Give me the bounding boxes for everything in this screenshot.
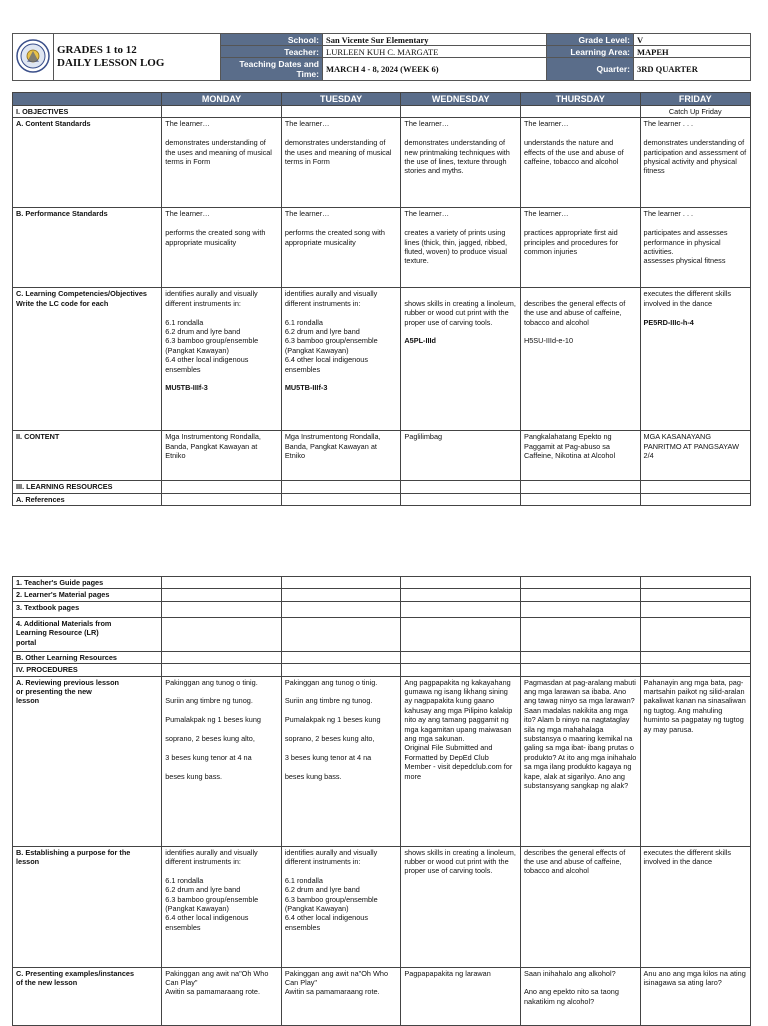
learning-resources-row <box>13 481 751 493</box>
day-thursday: THURSDAY <box>520 93 640 106</box>
presenting-cell: Anu ano ang mga kilos na ating isinagawa sa ating laro? <box>640 967 750 1025</box>
competencies-cell <box>640 288 750 431</box>
competencies-cell <box>162 288 282 431</box>
teachers-guide-row <box>13 577 751 589</box>
objectives-cell <box>162 106 282 118</box>
textbook-row <box>13 601 751 617</box>
establishing-cell: shows skills in creating a linoleum, rubber or wood cut print with the proper use of carving tools. <box>401 846 521 967</box>
school-value: San Vicente Sur Elementary <box>323 34 547 46</box>
lc-code: MU5TB-IIIf-3 <box>165 383 208 393</box>
competencies-cell <box>281 288 401 431</box>
content-standards-cell: The learner… demonstrates understanding of new printmaking techniques with the use of lines, texture through stories and myths. <box>401 118 521 208</box>
objectives-label: I. OBJECTIVES <box>13 106 162 118</box>
competency-text: executes the different skills involved in the dance <box>643 289 732 308</box>
reviewing-cell: Pagmasdan at pag-aralang mabuti ang mga larawan sa ibaba. Ano ang tawag ninyo sa mga larawan? Saan madalas nakikita ang mga ito? Alam b ninyo na nagtataglay sila ng mga mahahalaga substansya o maaring kemikal na galing sa mga ibat- ibang prutas o produkto? At ito ang mga inihahalo sa mga ilang produkto kagaya ng kape, alak at sigarilyo. Ano ang substansyang sangkap ng alak? <box>520 676 640 846</box>
deped-seal <box>13 34 54 81</box>
reviewing-cell: Pakinggan ang tunog o tinig. Suriin ang timbre ng tunog. Pumalakpak ng 1 beses kung soprano, 2 beses kung alto, 3 beses kung tenor at 4 na beses kung bass. <box>281 676 401 846</box>
textbook-label: 3. Textbook pages <box>13 601 162 617</box>
presenting-cell: Pakinggan ang awit na"Oh Who Can Play" Awitin sa pamamaraang rote. <box>281 967 401 1025</box>
presenting-row <box>13 967 751 1025</box>
content-cell: Paglilimbag <box>401 431 521 481</box>
catch-up-friday: Catch Up Friday <box>640 106 750 118</box>
content-standards-cell: The learner . . . demonstrates understanding of participation and assessment of physical activity and physical fitness <box>640 118 750 208</box>
objectives-cell <box>281 106 401 118</box>
quarter-label: Quarter: <box>547 58 634 81</box>
reviewing-cell: Pahanayin ang mga bata, pag-martsahin paikot ng silid-aralan pakaliwat kanan na sinasaliwan ng tugtog. Ang mahuling huminto sa pagpatay ng tugtog ay may parusa. <box>640 676 750 846</box>
other-resources-label: B. Other Learning Resources <box>13 651 162 663</box>
learning-area-value: MAPEH <box>634 46 751 58</box>
references-row <box>13 493 751 505</box>
lc-code: PE5RD-IIIc-h-4 <box>643 317 694 327</box>
establishing-label: B. Establishing a purpose for the lesson <box>13 846 162 967</box>
competency-text: identifies aurally and visually different instruments in: 6.1 rondalla 6.2 drum and lyre band 6.3 bamboo group/ensemble (Pangkat Kawayan) 6.4 other local indigenous ensembles <box>165 289 259 374</box>
content-label: II. CONTENT <box>13 431 162 481</box>
content-cell: Mga Instrumentong Rondalla, Banda, Pangkat Kawayan at Etniko <box>162 431 282 481</box>
performance-standards-cell: The learner… performs the created song with appropriate musicality <box>162 208 282 288</box>
establishing-row <box>13 846 751 967</box>
day-friday: FRIDAY <box>640 93 750 106</box>
competencies-row <box>13 288 751 431</box>
additional-materials-label: 4. Additional Materials from Learning Resource (LR) portal <box>13 617 162 651</box>
additional-materials-row <box>13 617 751 651</box>
performance-standards-row <box>13 208 751 288</box>
lesson-log-table-page-1 <box>12 92 751 506</box>
lc-code: H5SU-IIId-e-10 <box>523 336 574 346</box>
procedures-row <box>13 664 751 676</box>
presenting-cell: Pagpapapakita ng larawan <box>401 967 521 1025</box>
quarter-value: 3RD QUARTER <box>634 58 751 81</box>
day-monday: MONDAY <box>162 93 282 106</box>
competency-text: shows skills in creating a linoleum, rubber or wood cut print with the proper use of carving tools. <box>404 298 516 327</box>
reviewing-cell: Ang pagpapakita ng kakayahang gumawa ng isang likhang sining ay nagpapakita kung gaano kahusay ang mga Pilipino kalakip nito ay ang tamang paggamit ng mga kagamitan upang maiwasan ang mga sakunan. Original File Submitted and Formatted by DepEd Club Member - visit depedclub.com for more <box>401 676 521 846</box>
competencies-cell <box>401 288 521 431</box>
teachers-guide-label: 1. Teacher's Guide pages <box>13 577 162 589</box>
content-row <box>13 431 751 481</box>
presenting-label: C. Presenting examples/instances of the new lesson <box>13 967 162 1025</box>
competencies-label: C. Learning Competencies/Objectives Write the LC code for each <box>13 288 162 431</box>
content-cell: MGA KASANAYANG PANRITMO AT PANGSAYAW 2/4 <box>640 431 750 481</box>
performance-standards-cell: The learner . . . participates and assesses performance in physical activities. assesses physical fitness <box>640 208 750 288</box>
day-wednesday: WEDNESDAY <box>401 93 521 106</box>
content-standards-cell: The learner… demonstrates understanding of the uses and meaning of musical terms in Form <box>162 118 282 208</box>
days-header-row <box>13 93 751 106</box>
presenting-cell: Saan inihahalo ang alkohol? Ano ang epekto nito sa taong nakatikim ng alcohol? <box>520 967 640 1025</box>
performance-standards-cell: The learner… practices appropriate first aid principles and procedures for common injuries <box>520 208 640 288</box>
title-line-1: GRADES 1 to 12 <box>57 44 137 56</box>
header-table <box>12 33 751 81</box>
establishing-cell: identifies aurally and visually different instruments in: 6.1 rondalla 6.2 drum and lyre band 6.3 bamboo group/ensemble (Pangkat Kawayan) 6.4 other local indigenous ensembles <box>281 846 401 967</box>
establishing-cell: executes the different skills involved in the dance <box>640 846 750 967</box>
learners-material-label: 2. Learner's Material pages <box>13 589 162 601</box>
content-standards-row <box>13 118 751 208</box>
procedures-label: IV. PROCEDURES <box>13 664 162 676</box>
teacher-value: LURLEEN KUH C. MARGATE <box>323 46 547 58</box>
competency-text: identifies aurally and visually different instruments in: 6.1 rondalla 6.2 drum and lyre band 6.3 bamboo group/ensemble (Pangkat Kawayan) 6.4 other local indigenous ensembles <box>284 289 378 374</box>
reviewing-label: A. Reviewing previous lesson or presenting the new lesson <box>13 676 162 846</box>
performance-standards-cell: The learner… performs the created song with appropriate musicality <box>281 208 401 288</box>
performance-standards-cell: The learner… creates a variety of prints using lines (thick, thin, jagged, ribbed, fluted, woven) to produce visual texture. <box>401 208 521 288</box>
teacher-label: Teacher: <box>221 46 323 58</box>
content-cell: Mga Instrumentong Rondalla, Banda, Pangkat Kawayan at Etniko <box>281 431 401 481</box>
objectives-cell <box>401 106 521 118</box>
dates-value: MARCH 4 - 8, 2024 (WEEK 6) <box>323 58 547 81</box>
content-standards-label: A. Content Standards <box>13 118 162 208</box>
day-tuesday: TUESDAY <box>281 93 401 106</box>
lc-code: MU5TB-IIIf-3 <box>284 383 328 393</box>
performance-standards-label: B. Performance Standards <box>13 208 162 288</box>
lesson-log-table-page-2 <box>12 576 751 1026</box>
references-label: A. References <box>13 493 162 505</box>
other-resources-row <box>13 651 751 663</box>
reviewing-cell: Pakinggan ang tunog o tinig. Suriin ang timbre ng tunog. Pumalakpak ng 1 beses kung soprano, 2 beses kung alto, 3 beses kung tenor at 4 na beses kung bass. <box>162 676 282 846</box>
learning-area-label: Learning Area: <box>547 46 634 58</box>
grade-level-value: V <box>634 34 751 46</box>
lc-code: A5PL-IIId <box>404 336 437 346</box>
learning-resources-label: III. LEARNING RESOURCES <box>13 481 162 493</box>
content-cell: Pangkalahatang Epekto ng Paggamit at Pag-abuso sa Caffeine, Nikotina at Alcohol <box>520 431 640 481</box>
content-standards-cell: The learner… demonstrates understanding of the uses and meaning of musical terms in Form <box>281 118 401 208</box>
reviewing-row <box>13 676 751 846</box>
competencies-cell <box>520 288 640 431</box>
objectives-row <box>13 106 751 118</box>
establishing-cell: identifies aurally and visually different instruments in: 6.1 rondalla 6.2 drum and lyre band 6.3 bamboo group/ensemble (Pangkat Kawayan) 6.4 other local indigenous ensembles <box>162 846 282 967</box>
content-standards-cell: The learner… understands the nature and effects of the use and abuse of caffeine, tobacco and alcohol <box>520 118 640 208</box>
competency-text: describes the general effects of the use and abuse of caffeine, tobacco and alcohol <box>523 298 626 327</box>
establishing-cell: describes the general effects of the use and abuse of caffeine, tobacco and alcohol <box>520 846 640 967</box>
learners-material-row <box>13 589 751 601</box>
document-title <box>54 34 221 81</box>
deped-seal-icon <box>16 39 50 73</box>
objectives-cell <box>520 106 640 118</box>
school-label: School: <box>221 34 323 46</box>
presenting-cell: Pakinggan ang awit na"Oh Who Can Play" Awitin sa pamamaraang rote. <box>162 967 282 1025</box>
dates-label: Teaching Dates and Time: <box>221 58 323 81</box>
days-header-blank <box>13 93 162 106</box>
grade-level-label: Grade Level: <box>547 34 634 46</box>
title-line-2: DAILY LESSON LOG <box>57 57 165 69</box>
